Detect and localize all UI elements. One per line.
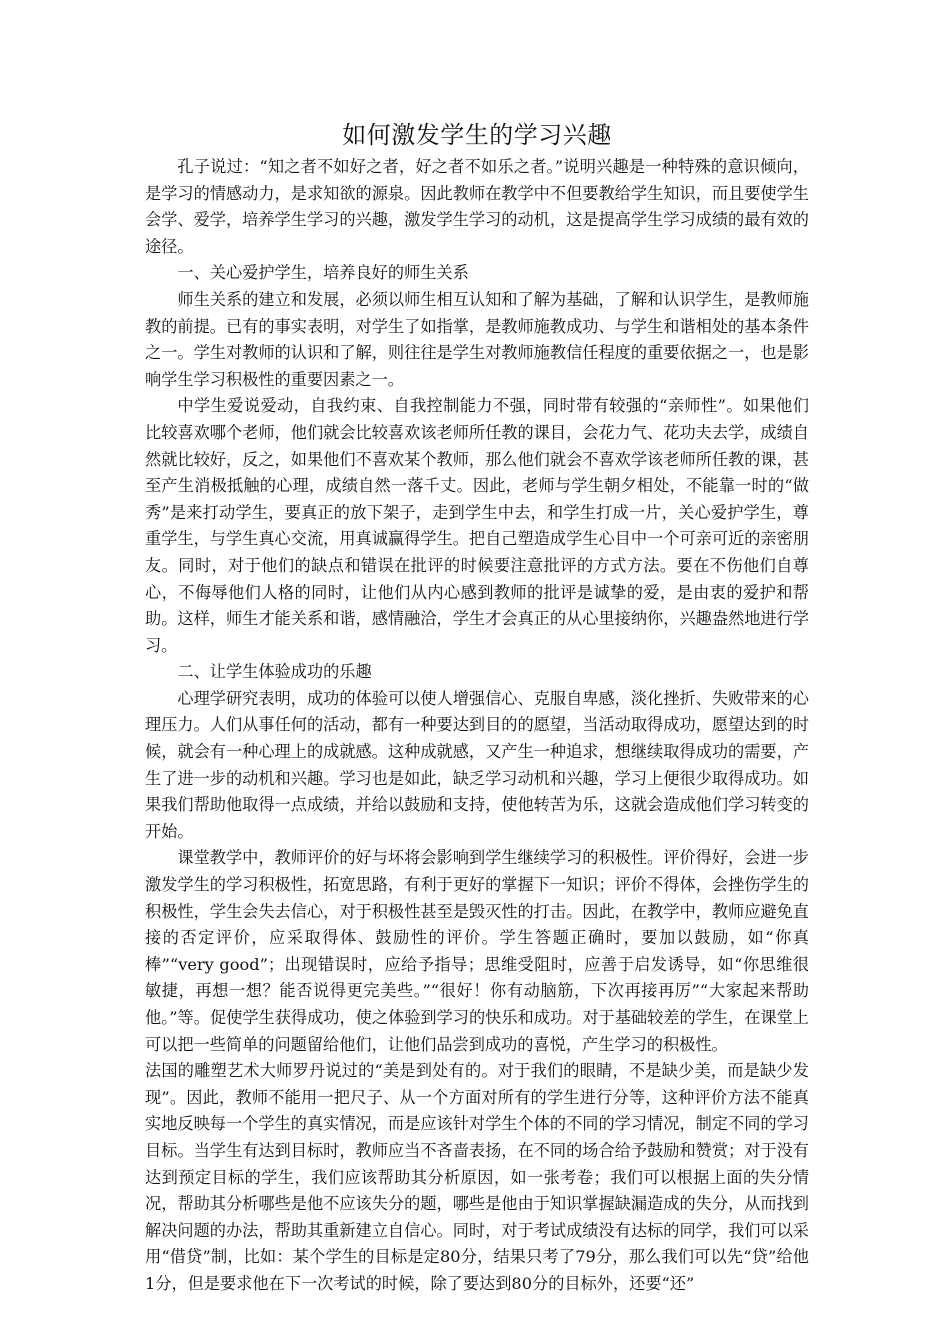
section-heading-1: 一、关心爱护学生，培养良好的师生关系: [177, 263, 469, 283]
section-heading-2: 二、让学生体验成功的乐趣: [177, 662, 372, 682]
document-title: 如何激发学生的学习兴趣: [342, 121, 612, 149]
section2-paragraph-3: 法国的雕塑艺术大师罗丹说过的“美是到处有的。对于我们的眼睛，不是缺少美，而是缺少发现”。因此，教师不能用一把尺子、从一个方面对所有的学生进行分等，这种评价方法不能真实地反映每一个学生的真实情况，而是应该针对学生个体的不同的学习情况，制定不同的学习目标。当学生有达到目标时，教师应当不吝啬表扬，在不同的场合给予鼓励和赞赏；对于没有达到预定目标的学生，我们应该帮助其分析原因，如一张考卷；我们可以根据上面的失分情况，帮助其分析哪些是他不应该失分的题，哪些是他由于知识掌握缺漏造成的失分，从而找到解决问题的办法，帮助其重新建立自信心。同时，对于考试成绩没有达标的同学，我们可以采用“借贷”制，比如：某个学生的目标是定80分，结果只考了79分，那么我们可以先“贷”给他1分，但是要求他在下一次考试的时候，除了要达到80分的目标外，还要“还”: [145, 1061, 809, 1293]
section2-paragraph-1: 心理学研究表明，成功的体验可以使人增强信心、克服自卑感，淡化挫折、失败带来的心理压力。人们从事任何的活动，都有一种要达到目的的愿望，当活动取得成功，愿望达到的时候，就会有一种心理上的成就感。这种成就感，又产生一种追求，想继续取得成功的需要，产生了进一步的动机和兴趣。学习也是如此，缺乏学习动机和兴趣，学习上便很少取得成功。如果我们帮助他取得一点成绩，并给以鼓励和支持，使他转苦为乐，这就会造成他们学习转变的开始。: [145, 688, 809, 841]
section2-paragraph-2: 课堂教学中，教师评价的好与坏将会影响到学生继续学习的积极性。评价得好，会进一步激发学生的学习积极性，拓宽思路，有利于更好的掌握下一知识；评价不得体，会挫伤学生的积极性，学生会失去信心，对于积极性甚至是毁灭性的打击。因此，在教学中，教师应避免直接的否定评价，应采取得体、鼓励性的评价。学生答题正确时，要加以鼓励，如“你真棒”“very good”；出现错误时，应给予指导；思维受阻时，应善于启发诱导，如“你思维很敏捷，再想一想？能否说得更完美些。”“很好！你有动脑筋，下次再接再厉”“大家起来帮助他。”等。促使学生获得成功，使之体验到学习的快乐和成功。对于基础较差的学生，在课堂上可以把一些简单的问题留给他们，让他们品尝到成功的喜悦，产生学习的积极性。: [145, 848, 809, 1054]
section1-paragraph-2: 中学生爱说爱动，自我约束、自我控制能力不强，同时带有较强的“亲师性”。如果他们比较喜欢哪个老师，他们就会比较喜欢该老师所任教的课目，会花力气、花功夫去学，成绩自然就比较好，反之，如果他们不喜欢某个教师，那么他们就会不喜欢学该老师所任教的课，甚至产生消极抵触的心理，成绩自然一落千丈。因此，老师与学生朝夕相处，不能靠一时的“做秀”是来打动学生，要真正的放下架子，走到学生中去，和学生打成一片，关心爱护学生，尊重学生，与学生真心交流，用真诚赢得学生。把自己塑造成学生心目中一个可亲可近的亲密朋友。同时，对于他们的缺点和错误在批评的时候要注意批评的方式方法。要在不伤他们自尊心，不侮辱他们人格的同时，让他们从内心感到教师的批评是诚挚的爱，是由衷的爱护和帮助。这样，师生才能关系和谐，感情融洽，学生才会真正的从心里接纳你，兴趣盎然地进行学习。: [145, 396, 809, 655]
section1-paragraph-1: 师生关系的建立和发展，必须以师生相互认知和了解为基础，了解和认识学生，是教师施教的前提。已有的事实表明，对学生了如指掌，是教师施教成功、与学生和谐相处的基本条件之一。学生对教师的认识和了解，则往往是学生对教师施教信任程度的重要依据之一，也是影响学生学习积极性的重要因素之一。: [145, 289, 809, 389]
intro-paragraph: 孔子说过：“知之者不如好之者，好之者不如乐之者。”说明兴趣是一种特殊的意识倾向，是学习的情感动力，是求知欲的源泉。因此教师在教学中不但要教给学生知识，而且要使学生会学、爱学，培养学生学习的兴趣，激发学生学习的动机，这是提高学生学习成绩的最有效的途径。: [145, 157, 809, 256]
document-body: [145, 116, 809, 1298]
